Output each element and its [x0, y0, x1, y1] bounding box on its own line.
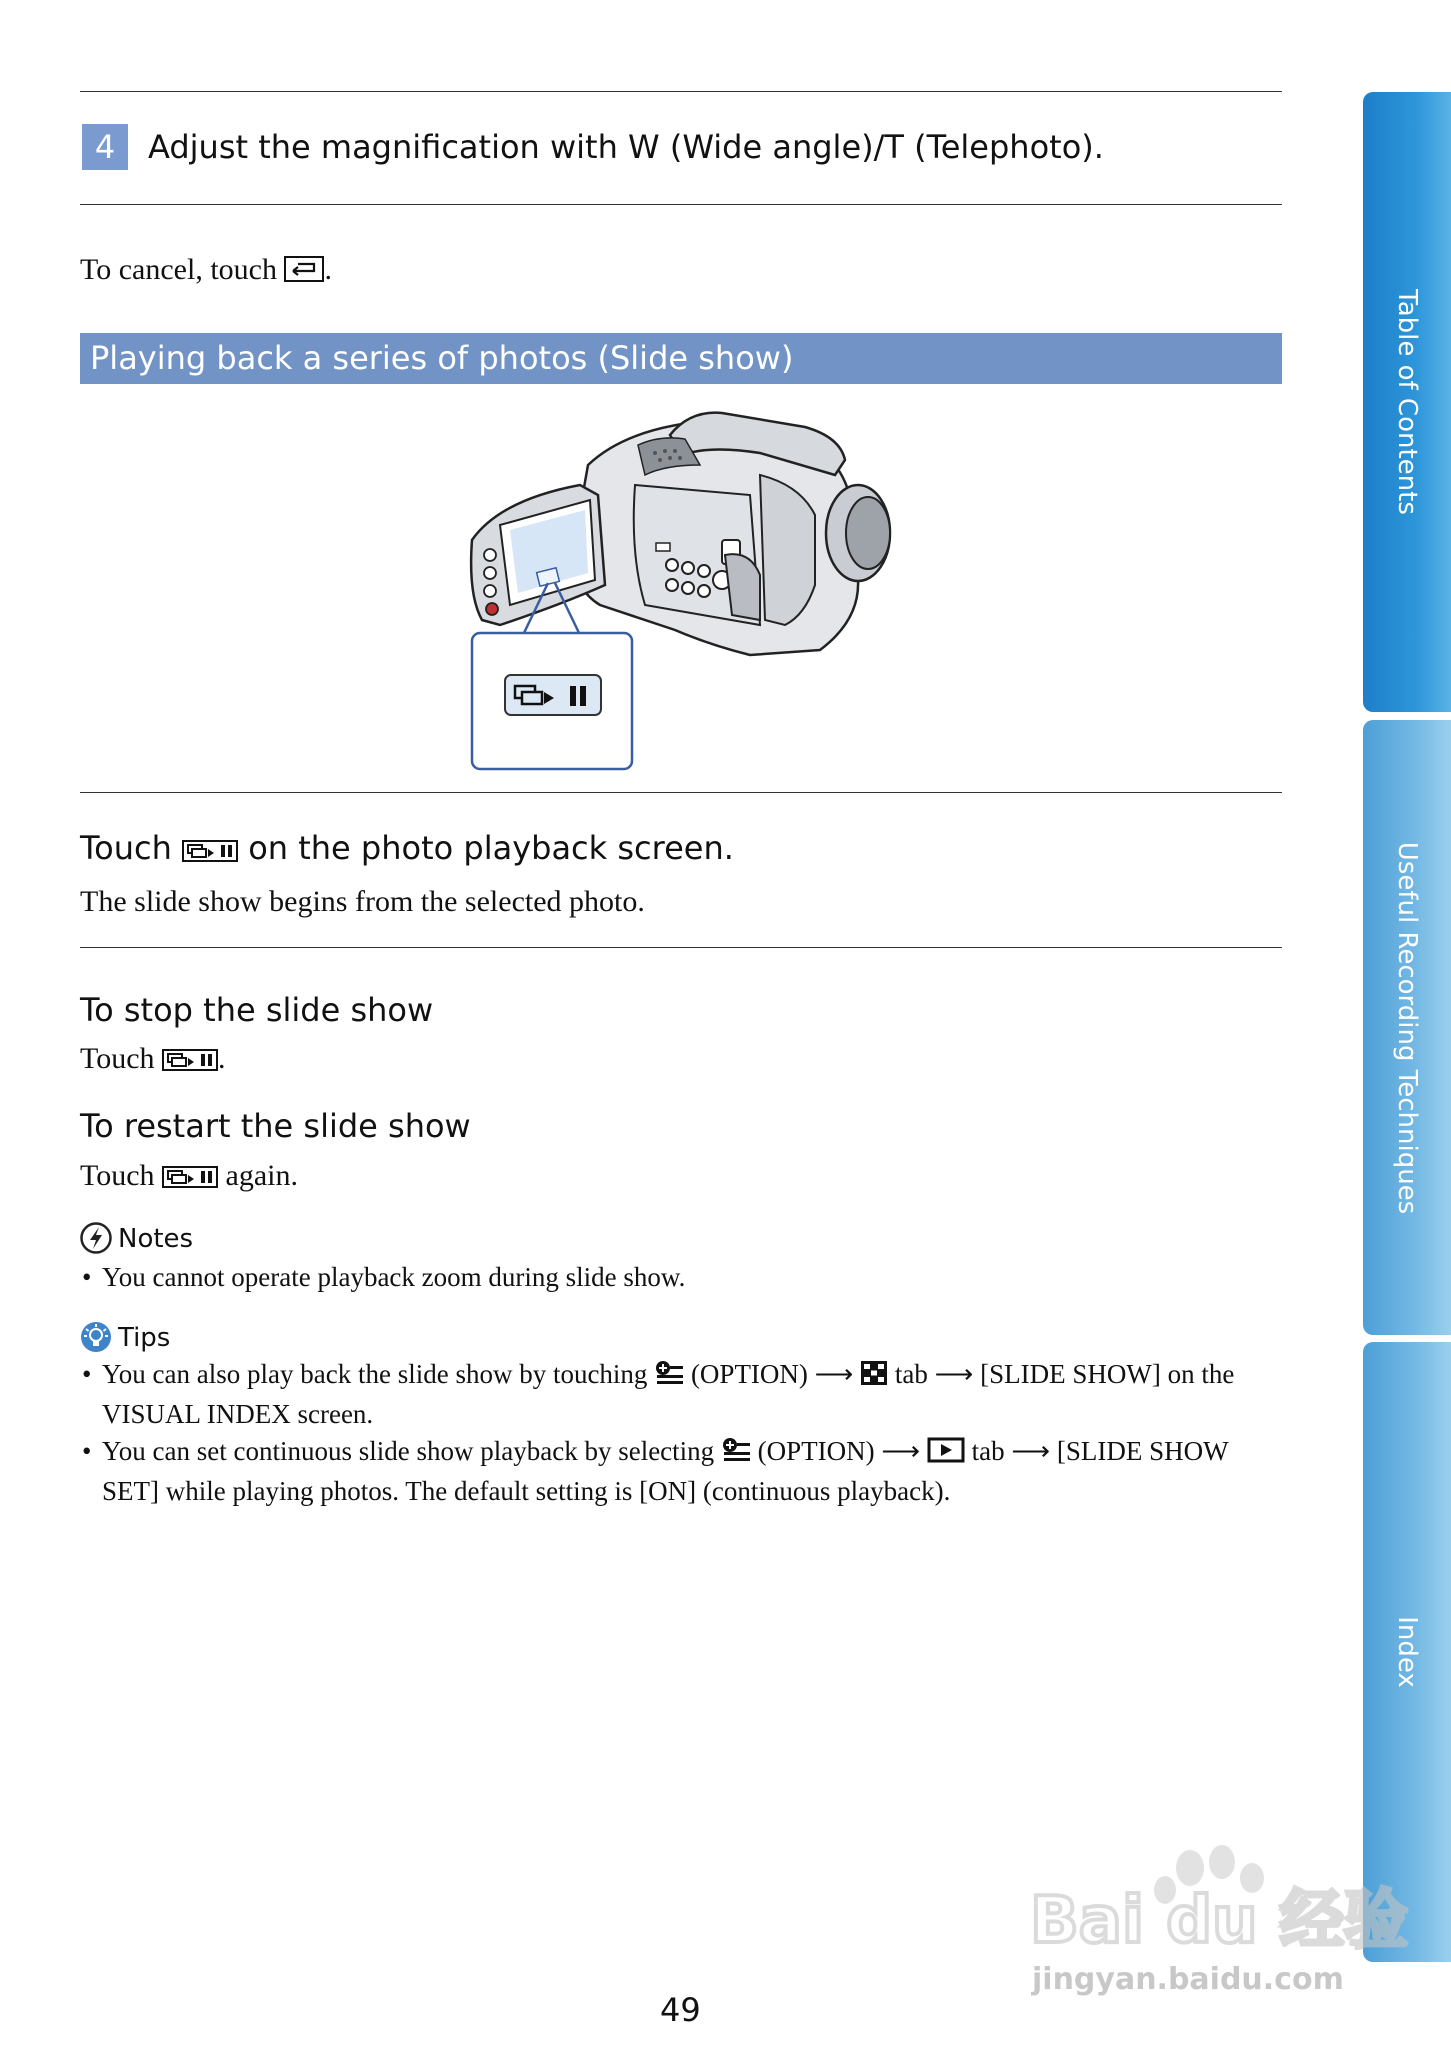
- tip-item-1: [80, 1356, 1280, 1433]
- tab-label: Table of Contents: [1392, 289, 1422, 515]
- top-rule: [80, 91, 1282, 92]
- notes-label: Notes: [118, 1224, 194, 1254]
- step-title: Adjust the magnification with W (Wide angle)/T (Telephoto).: [148, 128, 1104, 166]
- tip1-text-c: tab: [894, 1359, 928, 1389]
- step-bottom-rule: [80, 204, 1282, 205]
- cancel-suffix: .: [324, 253, 332, 286]
- instruction-lead: Touch: [80, 829, 172, 867]
- tip1-text-b: (OPTION): [690, 1359, 808, 1389]
- tips-list: [80, 1356, 1280, 1510]
- note-item: • You cannot operate playback zoom during slide show.: [80, 1259, 1280, 1296]
- stop-tail: .: [218, 1042, 226, 1075]
- instruction-body: The slide show begins from the selected photo.: [80, 885, 645, 918]
- stop-line: [80, 1041, 226, 1080]
- index-grid-icon: [860, 1359, 888, 1396]
- option-icon: [721, 1436, 751, 1473]
- watermark-url: jingyan.baidu.com: [1032, 1962, 1344, 1997]
- tips-label: Tips: [118, 1323, 171, 1353]
- watermark-logo-text: Bai du 经验: [1030, 1884, 1408, 1958]
- cancel-line: [80, 252, 332, 291]
- instruction-top-rule: [80, 792, 1282, 793]
- tab-table-of-contents[interactable]: [1363, 92, 1451, 712]
- arrow-right-icon: ⟶: [881, 1436, 921, 1466]
- tip2-text-d: [SLIDE SHOW SET] while playing photos. The default setting is [ON] (continuous playback).: [102, 1436, 1229, 1506]
- tab-label: Useful Recording Techniques: [1392, 841, 1422, 1214]
- tab-label: Index: [1392, 1616, 1422, 1688]
- restart-heading: To restart the slide show: [80, 1107, 471, 1145]
- playback-icon: [927, 1436, 965, 1473]
- tip2-text-b: (OPTION): [757, 1436, 875, 1466]
- instruction-rest: on the photo playback screen.: [248, 829, 734, 867]
- slideshow-pause-icon: [162, 1044, 218, 1080]
- restart-lead: Touch: [80, 1159, 155, 1192]
- return-icon: [284, 255, 324, 291]
- tip-item-2: [80, 1433, 1280, 1510]
- option-icon: [654, 1359, 684, 1396]
- tip2-text-a: You can set continuous slide show playback by selecting: [102, 1436, 715, 1466]
- stop-lead: Touch: [80, 1042, 155, 1075]
- slideshow-pause-icon: [182, 831, 238, 871]
- page-number: 49: [660, 1991, 701, 2029]
- notes-icon: [80, 1222, 112, 1263]
- arrow-right-icon: ⟶: [1011, 1436, 1051, 1466]
- restart-tail: again.: [225, 1159, 299, 1192]
- tab-useful-recording-techniques[interactable]: [1363, 720, 1451, 1335]
- arrow-right-icon: ⟶: [934, 1359, 974, 1389]
- step-number-badge: 4: [82, 124, 128, 170]
- tab-index[interactable]: [1363, 1342, 1451, 1962]
- camcorder-illustration: [460, 405, 900, 765]
- section-heading: Playing back a series of photos (Slide show): [80, 333, 1282, 384]
- instruction-heading: [80, 828, 734, 871]
- arrow-right-icon: ⟶: [814, 1359, 854, 1389]
- stop-heading: To stop the slide show: [80, 991, 434, 1029]
- slideshow-pause-icon: [162, 1161, 218, 1197]
- instruction-bottom-rule: [80, 947, 1282, 948]
- tip1-text-d: [SLIDE SHOW] on the VISUAL INDEX screen.: [102, 1359, 1235, 1429]
- notes-list: [80, 1259, 1280, 1296]
- tip1-text-a: You can also play back the slide show by touching: [102, 1359, 648, 1389]
- cancel-prefix: To cancel, touch: [80, 253, 277, 286]
- restart-line: [80, 1158, 298, 1197]
- notes-heading: [80, 1222, 193, 1263]
- tip2-text-c: tab: [971, 1436, 1005, 1466]
